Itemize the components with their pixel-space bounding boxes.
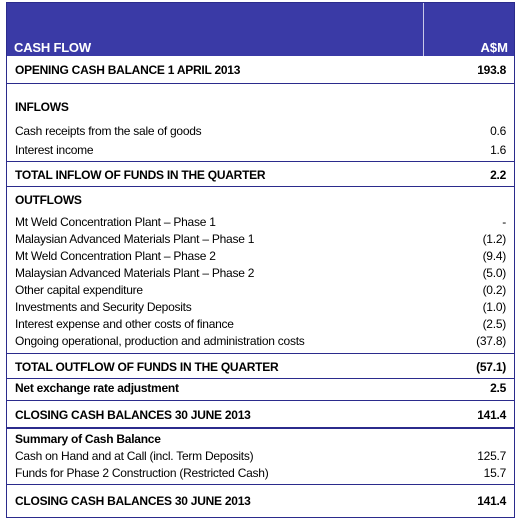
header-title: CASH FLOW (14, 40, 91, 55)
row-value: 2.5 (490, 381, 506, 395)
row-value: (5.0) (482, 266, 506, 280)
row-value: (37.8) (476, 334, 506, 348)
section-heading: Summary of Cash Balance (15, 432, 161, 446)
row-value: 141.4 (477, 494, 506, 508)
total-inflow-row (7, 167, 514, 183)
table-row (7, 333, 514, 349)
row-label: Other capital expenditure (15, 283, 143, 297)
header-divider (423, 3, 424, 39)
total-outflow-row (7, 359, 514, 375)
table-row (7, 265, 514, 281)
table-row (7, 448, 514, 464)
rule (7, 186, 514, 187)
row-value: (1.0) (482, 300, 506, 314)
row-value: (1.2) (482, 232, 506, 246)
rule (7, 400, 514, 401)
table-row (7, 123, 514, 139)
row-label: Malaysian Advanced Materials Plant – Phase 1 (15, 232, 255, 246)
rule (7, 427, 514, 429)
table-row (7, 214, 514, 230)
section-heading: OUTFLOWS (15, 193, 82, 207)
row-value: 15.7 (483, 466, 506, 480)
row-label: Interest expense and other costs of finance (15, 317, 234, 331)
table-row (7, 299, 514, 315)
summary-closing-row (7, 493, 514, 509)
row-value: (9.4) (482, 249, 506, 263)
row-value: 193.8 (477, 63, 506, 77)
rule (7, 353, 514, 354)
opening-balance-row (7, 62, 514, 78)
table-row (7, 248, 514, 264)
header-divider (423, 39, 424, 56)
row-label: CLOSING CASH BALANCES 30 JUNE 2013 (15, 494, 251, 508)
closing-balance-row (7, 407, 514, 423)
table-row (7, 142, 514, 158)
row-label: Investments and Security Deposits (15, 300, 192, 314)
row-value: (2.5) (482, 317, 506, 331)
row-label: Malaysian Advanced Materials Plant – Phase 2 (15, 266, 255, 280)
rule (7, 378, 514, 379)
inflows-heading (7, 99, 514, 115)
row-label: Mt Weld Concentration Plant – Phase 2 (15, 249, 216, 263)
row-label: Funds for Phase 2 Construction (Restricted Cash) (15, 466, 269, 480)
row-value: 0.6 (490, 124, 506, 138)
fx-adjustment-row (7, 380, 514, 396)
row-label: CLOSING CASH BALANCES 30 JUNE 2013 (15, 408, 251, 422)
row-value: 2.2 (490, 168, 506, 182)
row-label: TOTAL INFLOW OF FUNDS IN THE QUARTER (15, 168, 266, 182)
row-value: - (502, 215, 506, 229)
table-row (7, 465, 514, 481)
row-label: Net exchange rate adjustment (15, 381, 179, 395)
header-unit: A$M (480, 40, 508, 55)
row-label: Cash on Hand and at Call (incl. Term Deposits) (15, 449, 254, 463)
table-row (7, 231, 514, 247)
row-label: Interest income (15, 143, 94, 157)
cash-flow-table (6, 2, 515, 518)
row-label: Cash receipts from the sale of goods (15, 124, 202, 138)
rule (7, 83, 514, 84)
row-value: 125.7 (477, 449, 506, 463)
row-label: Mt Weld Concentration Plant – Phase 1 (15, 215, 216, 229)
row-value: (0.2) (482, 283, 506, 297)
rule (7, 161, 514, 162)
section-heading: INFLOWS (15, 100, 69, 114)
row-value: 141.4 (477, 408, 506, 422)
row-value: 1.6 (490, 143, 506, 157)
summary-heading (7, 431, 514, 447)
row-label: TOTAL OUTFLOW OF FUNDS IN THE QUARTER (15, 360, 279, 374)
row-label: OPENING CASH BALANCE 1 APRIL 2013 (15, 63, 241, 77)
table-row (7, 282, 514, 298)
rule (7, 484, 514, 485)
outflows-heading (7, 192, 514, 208)
table-header (7, 39, 514, 56)
table-header-band (7, 3, 514, 39)
row-value: (57.1) (476, 360, 506, 374)
table-row (7, 316, 514, 332)
row-label: Ongoing operational, production and administration costs (15, 334, 305, 348)
